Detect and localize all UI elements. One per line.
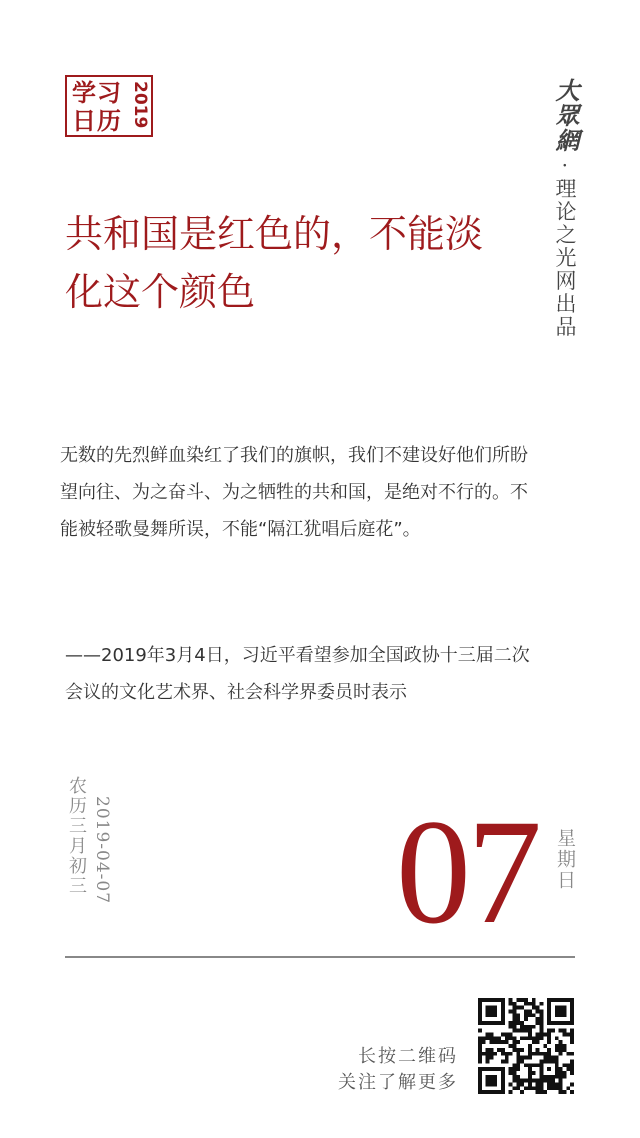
brand-vertical xyxy=(548,78,580,339)
quote-source: ——2019年3月4日，习近平看望参加全国政协十三届二次会议的文化艺术界、社会科学界委员时表示 xyxy=(65,645,530,703)
logo-line-2: 日历 xyxy=(72,107,122,135)
day-number: 07 xyxy=(396,789,538,955)
brand-logo: 大眾網 xyxy=(551,78,580,153)
logo-year: 2019 xyxy=(130,81,150,129)
quote-text: 无数的先烈鲜血染红了我们的旗帜，我们不建设好他们所盼望向往、为之奋斗、为之牺牲的共和国，是绝对不行的。不能被轻歌曼舞所误，不能“隔江犹唱后庭花”。 xyxy=(60,445,528,540)
footer-divider xyxy=(65,956,575,958)
brand-subtitle: 理论之光网出品 xyxy=(553,177,577,339)
brand-separator: · xyxy=(553,162,577,169)
logo-line-1: 学习 xyxy=(72,79,122,107)
study-calendar-logo xyxy=(65,75,153,137)
qr-caption xyxy=(338,1044,458,1096)
weekday: 星期日 xyxy=(554,828,576,891)
qr-code-icon[interactable] xyxy=(478,998,574,1094)
qr-caption-line-2: 关注了解更多 xyxy=(338,1072,458,1093)
page-title: 共和国是红色的，不能淡化这个颜色 xyxy=(65,212,484,314)
gregorian-date: 2019-04-07 xyxy=(92,796,112,905)
lunar-date: 农历三月初三 xyxy=(66,776,87,896)
qr-caption-line-1: 长按二维码 xyxy=(358,1046,458,1067)
logo-text xyxy=(72,79,132,135)
